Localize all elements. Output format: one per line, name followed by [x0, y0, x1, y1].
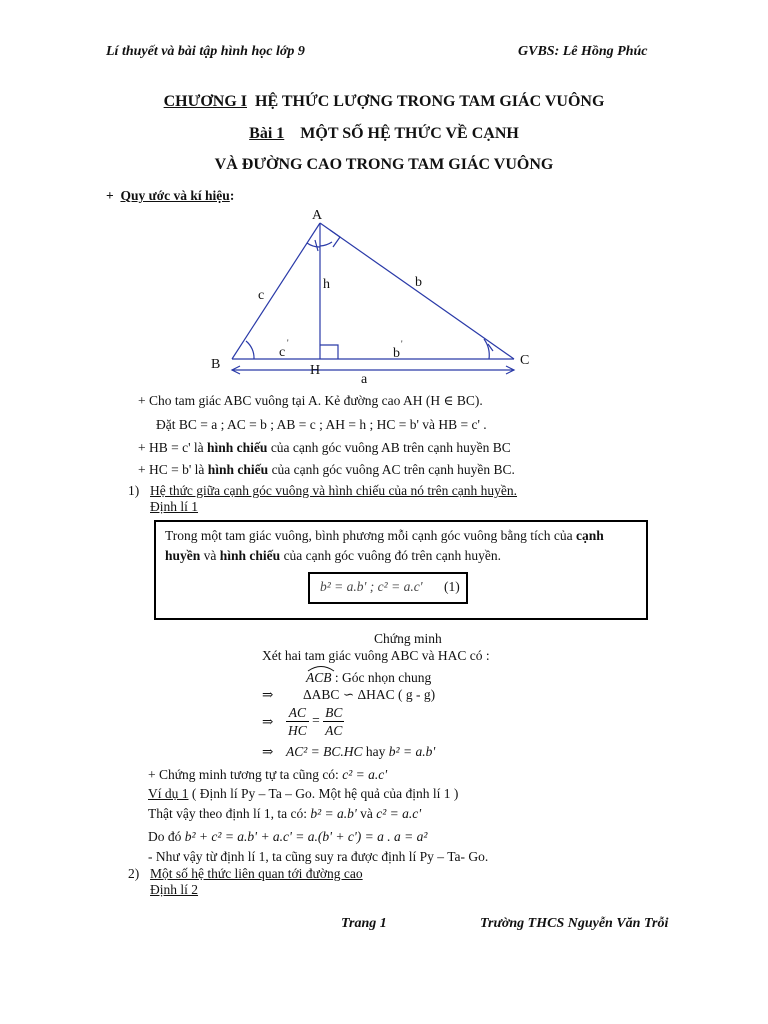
- fraction-1: [286, 704, 309, 739]
- frac-2-num: BC: [325, 705, 343, 720]
- theorem-1-label: Định lí 1: [150, 499, 199, 514]
- label-h-side: h: [323, 277, 330, 292]
- label-c-prime: c: [279, 345, 286, 360]
- right-angle-h: [320, 345, 338, 359]
- arrow-1: ⇒: [262, 687, 274, 702]
- label-a-vertex: A: [312, 208, 323, 223]
- example-label: Ví dụ 1: [148, 786, 189, 801]
- theorem-1-text: [165, 526, 635, 566]
- final-formula-a: AC² = BC.HC: [286, 744, 363, 759]
- header-right: GVBS: Lê Hồng Phúc: [518, 44, 648, 59]
- right-angle-a: [330, 230, 340, 247]
- section-2-number: 2): [128, 866, 140, 881]
- label-a-side: a: [361, 372, 368, 387]
- bullet: +: [106, 188, 114, 203]
- note-4-post: của cạnh góc vuông AC trên cạnh huyền BC.: [268, 462, 515, 477]
- similar-proof-formula: c² = a.c': [342, 767, 388, 782]
- prime-c: ': [287, 338, 289, 348]
- lesson-heading-2: VÀ ĐƯỜNG CAO TRONG TAM GIÁC VUÔNG: [214, 156, 554, 173]
- label-b-vertex: B: [211, 357, 221, 372]
- section-1-title: Hệ thức giữa cạnh góc vuông và hình chiếu của nó trên cạnh huyền.: [150, 483, 518, 498]
- note-1-paren: (H ∈ BC).: [425, 393, 483, 408]
- theorem-mid: và: [200, 548, 220, 563]
- note-3-bold: hình chiếu: [207, 440, 268, 455]
- note-line-4: [138, 462, 515, 478]
- lesson-label: Bài 1: [249, 125, 285, 142]
- example-line-2: [148, 829, 427, 845]
- chapter-label: CHƯƠNG I: [163, 93, 248, 110]
- chapter-heading: HỆ THỨC LƯỢNG TRONG TAM GIÁC VUÔNG: [255, 93, 605, 110]
- theorem-text-pre: Trong một tam giác vuông, bình phương mỗi cạnh góc vuông bằng tích của: [165, 528, 577, 543]
- label-b-side: b: [415, 275, 422, 290]
- proof-angle-line: [306, 670, 431, 686]
- footer-school: Trường THCS Nguyễn Văn Trỗi: [480, 916, 669, 931]
- example-line-1: [148, 806, 421, 822]
- theorem-text-post: của cạnh góc vuông đó trên cạnh huyền.: [280, 548, 501, 563]
- example-1-and: và: [356, 806, 377, 821]
- final-hay: hay: [362, 744, 389, 759]
- arrow-2: ⇒: [262, 714, 274, 729]
- example-1-pre: Thật vậy theo định lí 1, ta có:: [148, 806, 311, 821]
- fraction-2: [323, 704, 344, 739]
- frac-2-den: AC: [325, 723, 343, 738]
- ratio-equation: [286, 704, 344, 739]
- note-3-pre: + HB = c' là: [138, 440, 208, 455]
- proof-line-1: Xét hai tam giác vuông ABC và HAC có :: [262, 648, 490, 663]
- angle-note: : Góc nhọn chung: [331, 670, 432, 685]
- equals-sign: =: [312, 712, 320, 728]
- note-1-text: + Cho tam giác ABC vuông tại A. Kẻ đường cao AH: [138, 393, 426, 408]
- example-2-formula: b² + c² = a.b' + a.c' = a.(b' + c') = a . a = a²: [184, 829, 428, 844]
- formula-1-number: (1): [444, 579, 460, 594]
- arrow-3: ⇒: [262, 744, 274, 759]
- label-c-side: c: [258, 288, 265, 303]
- section-1-number: 1): [128, 483, 140, 498]
- angle-arc: [306, 664, 336, 672]
- similar-statement: ΔABC ∽ ΔHAC ( g - g): [303, 687, 436, 702]
- example-2-pre: Do đó: [148, 829, 185, 844]
- note-4-bold: hình chiếu: [207, 462, 269, 477]
- note-3-post: của cạnh góc vuông AB trên cạnh huyền BC: [267, 440, 511, 455]
- similar-proof-line: [148, 767, 387, 783]
- theorem-bold-2: hình chiếu: [219, 548, 281, 563]
- theorem-2-label: Định lí 2: [150, 882, 199, 897]
- side-ac: [320, 223, 514, 359]
- triangle-figure: [0, 0, 768, 400]
- angle-mark-c: [484, 339, 489, 359]
- formula-1: b² = a.b' ; c² = a.c': [320, 579, 423, 594]
- label-h-vertex: H: [310, 363, 321, 378]
- example-line: [148, 786, 458, 802]
- footer-page: Trang 1: [341, 916, 387, 931]
- colon: :: [229, 188, 235, 203]
- angle-mark-a2: [320, 242, 332, 246]
- similar-proof-text: + Chứng minh tương tự ta cũng có:: [148, 767, 343, 782]
- frac-1-den: HC: [288, 723, 307, 738]
- example-desc: ( Định lí Py – Ta – Go. Một hệ quả của định lí 1 ): [188, 786, 459, 801]
- example-1-f2: c² = a.c': [376, 806, 422, 821]
- header-left: Lí thuyết và bài tập hình học lớp 9: [106, 44, 305, 59]
- note-4-pre: + HC = b' là: [138, 462, 208, 477]
- note-line-3: [138, 440, 511, 456]
- note-line-2: Đặt BC = a ; AC = b ; AB = c ; AH = h ; HC = b' và HB = c' .: [156, 417, 487, 432]
- example-line-3: - Như vậy từ định lí 1, ta cũng suy ra được định lí Py – Ta- Go.: [148, 849, 489, 864]
- tick-a: [315, 240, 318, 251]
- example-1-f1: b² = a.b': [310, 806, 357, 821]
- proof-final-line: [286, 744, 435, 760]
- label-b-prime: b: [393, 346, 400, 361]
- lesson-heading-1: MỘT SỐ HỆ THỨC VỀ CẠNH: [300, 125, 519, 142]
- angle-mark-a1: [307, 243, 320, 247]
- angle-acb: [306, 670, 332, 685]
- angle-acb-text: ACB: [306, 670, 332, 685]
- convention-label: Quy ước và kí hiệu: [120, 188, 230, 203]
- final-formula-b: b² = a.b': [388, 744, 436, 759]
- angle-mark-b: [246, 341, 254, 359]
- section-2-title: Một số hệ thức liên quan tới đường cao: [150, 866, 363, 881]
- note-line-1: [138, 393, 483, 409]
- theorem-bold-1: cạnh huyền: [165, 528, 604, 563]
- label-c-vertex: C: [520, 353, 530, 368]
- prime-b: ': [401, 339, 403, 349]
- frac-1-num: AC: [286, 704, 309, 722]
- proof-heading: Chứng minh: [374, 631, 442, 646]
